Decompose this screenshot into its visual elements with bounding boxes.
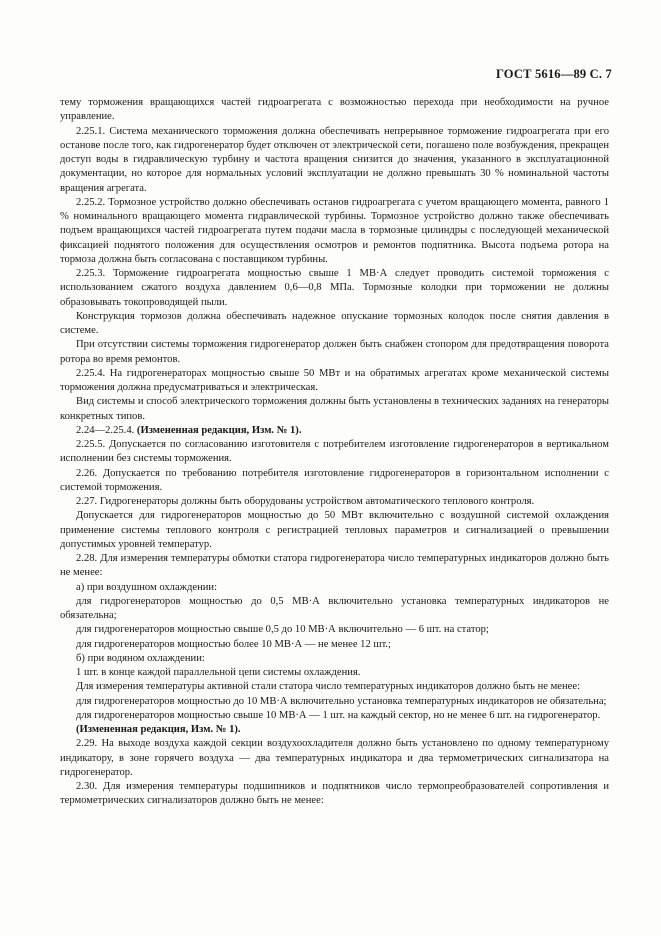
paragraph-text: для гидрогенераторов мощностью свыше 10 МВ·А — 1 шт. на каждый сектор, но не менее 6 шт. на гидрогенератор. <box>76 709 601 721</box>
paragraph-text: 2.25.5. Допускается по согласованию изготовителя с потребителем изготовление гидрогенераторов в вертикальном исполнении без системы торможения. <box>60 439 609 465</box>
paragraph-text: 2.26. Допускается по требованию потребителя изготовление гидрогенераторов в горизонтальном исполнении с системой торможения. <box>60 467 609 493</box>
paragraph <box>60 638 609 652</box>
paragraph <box>60 695 609 709</box>
paragraph <box>60 495 609 509</box>
paragraph-text: для гидрогенераторов мощностью свыше 0,5 до 10 МВ·А включительно — 6 шт. на статор; <box>76 624 489 636</box>
paragraph <box>60 723 609 737</box>
paragraph-text: 2.30. Для измерения температуры подшипников и подпятников число термопреобразователей сопротивления и термометрических сигнализаторов должно быть не менее: <box>60 781 609 807</box>
paragraph-text: тему торможения вращающихся частей гидроагрегата с возможностью перехода при необходимости на ручное управление. <box>60 97 609 123</box>
paragraph <box>60 96 609 125</box>
paragraph-text: 2.27. Гидрогенераторы должны быть оборудованы устройством автоматического теплового контроля. <box>76 496 535 507</box>
paragraph-text: 2.25.3. Торможение гидроагрегата мощностью свыше 1 МВ·А следует проводить системой торможения с использованием сжатого воздуха давлением 0,6—0,8 МПа. Тормозные колодки при торможении не должны образовывать токопроводящей пыли. <box>60 268 609 308</box>
paragraph <box>60 338 609 367</box>
paragraph-text: 2.24—2.25.4. <box>76 424 135 436</box>
paragraph <box>60 395 609 424</box>
amendment-note: (Измененная редакция, Изм. № 1). <box>76 724 241 735</box>
paragraph-text: При отсутствии системы торможения гидрогенератор должен быть снабжен стопором для предотвращения поворота ротора во время ремонтов. <box>60 339 609 365</box>
paragraph <box>60 623 609 637</box>
paragraph <box>60 709 609 723</box>
paragraph-text: для гидрогенераторов мощностью до 10 МВ·А включительно установка температурных индикаторов не обязательна; <box>76 695 607 707</box>
paragraph-text: Вид системы и способ электрического торможения должны быть установлены в технических заданиях на генераторы конкретных типов. <box>60 396 609 422</box>
page-header: ГОСТ 5616—89 С. 7 <box>495 67 612 81</box>
paragraph-text: 2.25.2. Тормозное устройство должно обеспечивать останов гидроагрегата с учетом вращающего момента, равного 1 % номинального вращающего момента гидравлической турбины. Тормозное устройство должно также обеспечивать подъем вращающихся частей гидроагрегата путем подачи масла в тормозные цилиндры с последующей механической фиксацией поднятого положения для осуществления осмотров и ремонтов подпятника. Высота подъема ротора на тормоза должна быть согласована с поставщиком турбины. <box>60 196 609 265</box>
paragraph-text: 2.28. Для измерения температуры обмотки статора гидрогенератора число температурных индикаторов должно быть не менее: <box>60 553 609 579</box>
paragraph-text: 2.25.4. На гидрогенераторах мощностью свыше 50 МВт и на обратимых агрегатах кроме механической системы торможения должна предусматриваться и электрическая. <box>60 367 609 393</box>
paragraph-text: Конструкция тормозов должна обеспечивать надежное опускание тормозных колодок после снятия давления в системе. <box>60 310 609 336</box>
paragraph-text: б) при водяном охлаждении: <box>76 652 205 664</box>
paragraph-text: Для измерения температуры активной стали статора число температурных индикаторов должно быть не менее: <box>76 681 581 693</box>
paragraph-text: 2.25.1. Система механического торможения должна обеспечивать непрерывное торможение гидроагрегата при его останове после того, как гидрогенератор будет отключен от электрической сети, погашено поле возбуждения, прекращен доступ воды в гидравлическую турбину и частота вращения снизится до значения, указанного в эксплуатационной документации, но которое для нормальных условий эксплуатации не должно превышать 30 % номинальной частоты вращения агрегата. <box>60 125 609 194</box>
paragraph <box>60 125 609 196</box>
paragraph <box>60 780 609 809</box>
paragraph <box>60 196 609 267</box>
paragraph <box>60 652 609 666</box>
paragraph <box>60 552 609 581</box>
paragraph <box>60 680 609 694</box>
paragraph <box>60 737 609 780</box>
paragraph <box>60 595 609 624</box>
paragraph-text: 2.29. На выходе воздуха каждой секции воздухоохладителя должно быть установлено по одному температурному индикатору, в зоне горячего воздуха — два температурных индикатора и два термометрических сигнализатора на гидрогенератор. <box>60 738 609 778</box>
paragraph-text: для гидрогенераторов мощностью до 0,5 МВ·А включительно установка температурных индикаторов не обязательна; <box>60 595 609 621</box>
paragraph-text: Допускается для гидрогенераторов мощностью до 50 МВт включительно с воздушной системой охлаждения применение системы теплового контроля с регистрацией тепловых параметров и сигнализацией о превышении допустимых уровней температур. <box>60 510 609 550</box>
paragraph-text: 1 шт. в конце каждой параллельной цепи системы охлаждения. <box>76 667 361 678</box>
paragraph-text: для гидрогенераторов мощностью более 10 МВ·А — не менее 12 шт.; <box>76 638 391 650</box>
paragraph <box>60 367 609 396</box>
paragraph <box>60 310 609 339</box>
paragraph <box>60 424 609 438</box>
paragraph <box>60 267 609 310</box>
paragraph <box>60 581 609 595</box>
paragraph <box>60 467 609 496</box>
paragraph <box>60 666 609 680</box>
paragraph-text: а) при воздушном охлаждении: <box>76 581 218 593</box>
amendment-note: (Измененная редакция, Изм. № 1). <box>136 424 302 436</box>
paragraph <box>60 438 609 467</box>
paragraph <box>60 509 609 552</box>
document-body <box>60 96 609 809</box>
